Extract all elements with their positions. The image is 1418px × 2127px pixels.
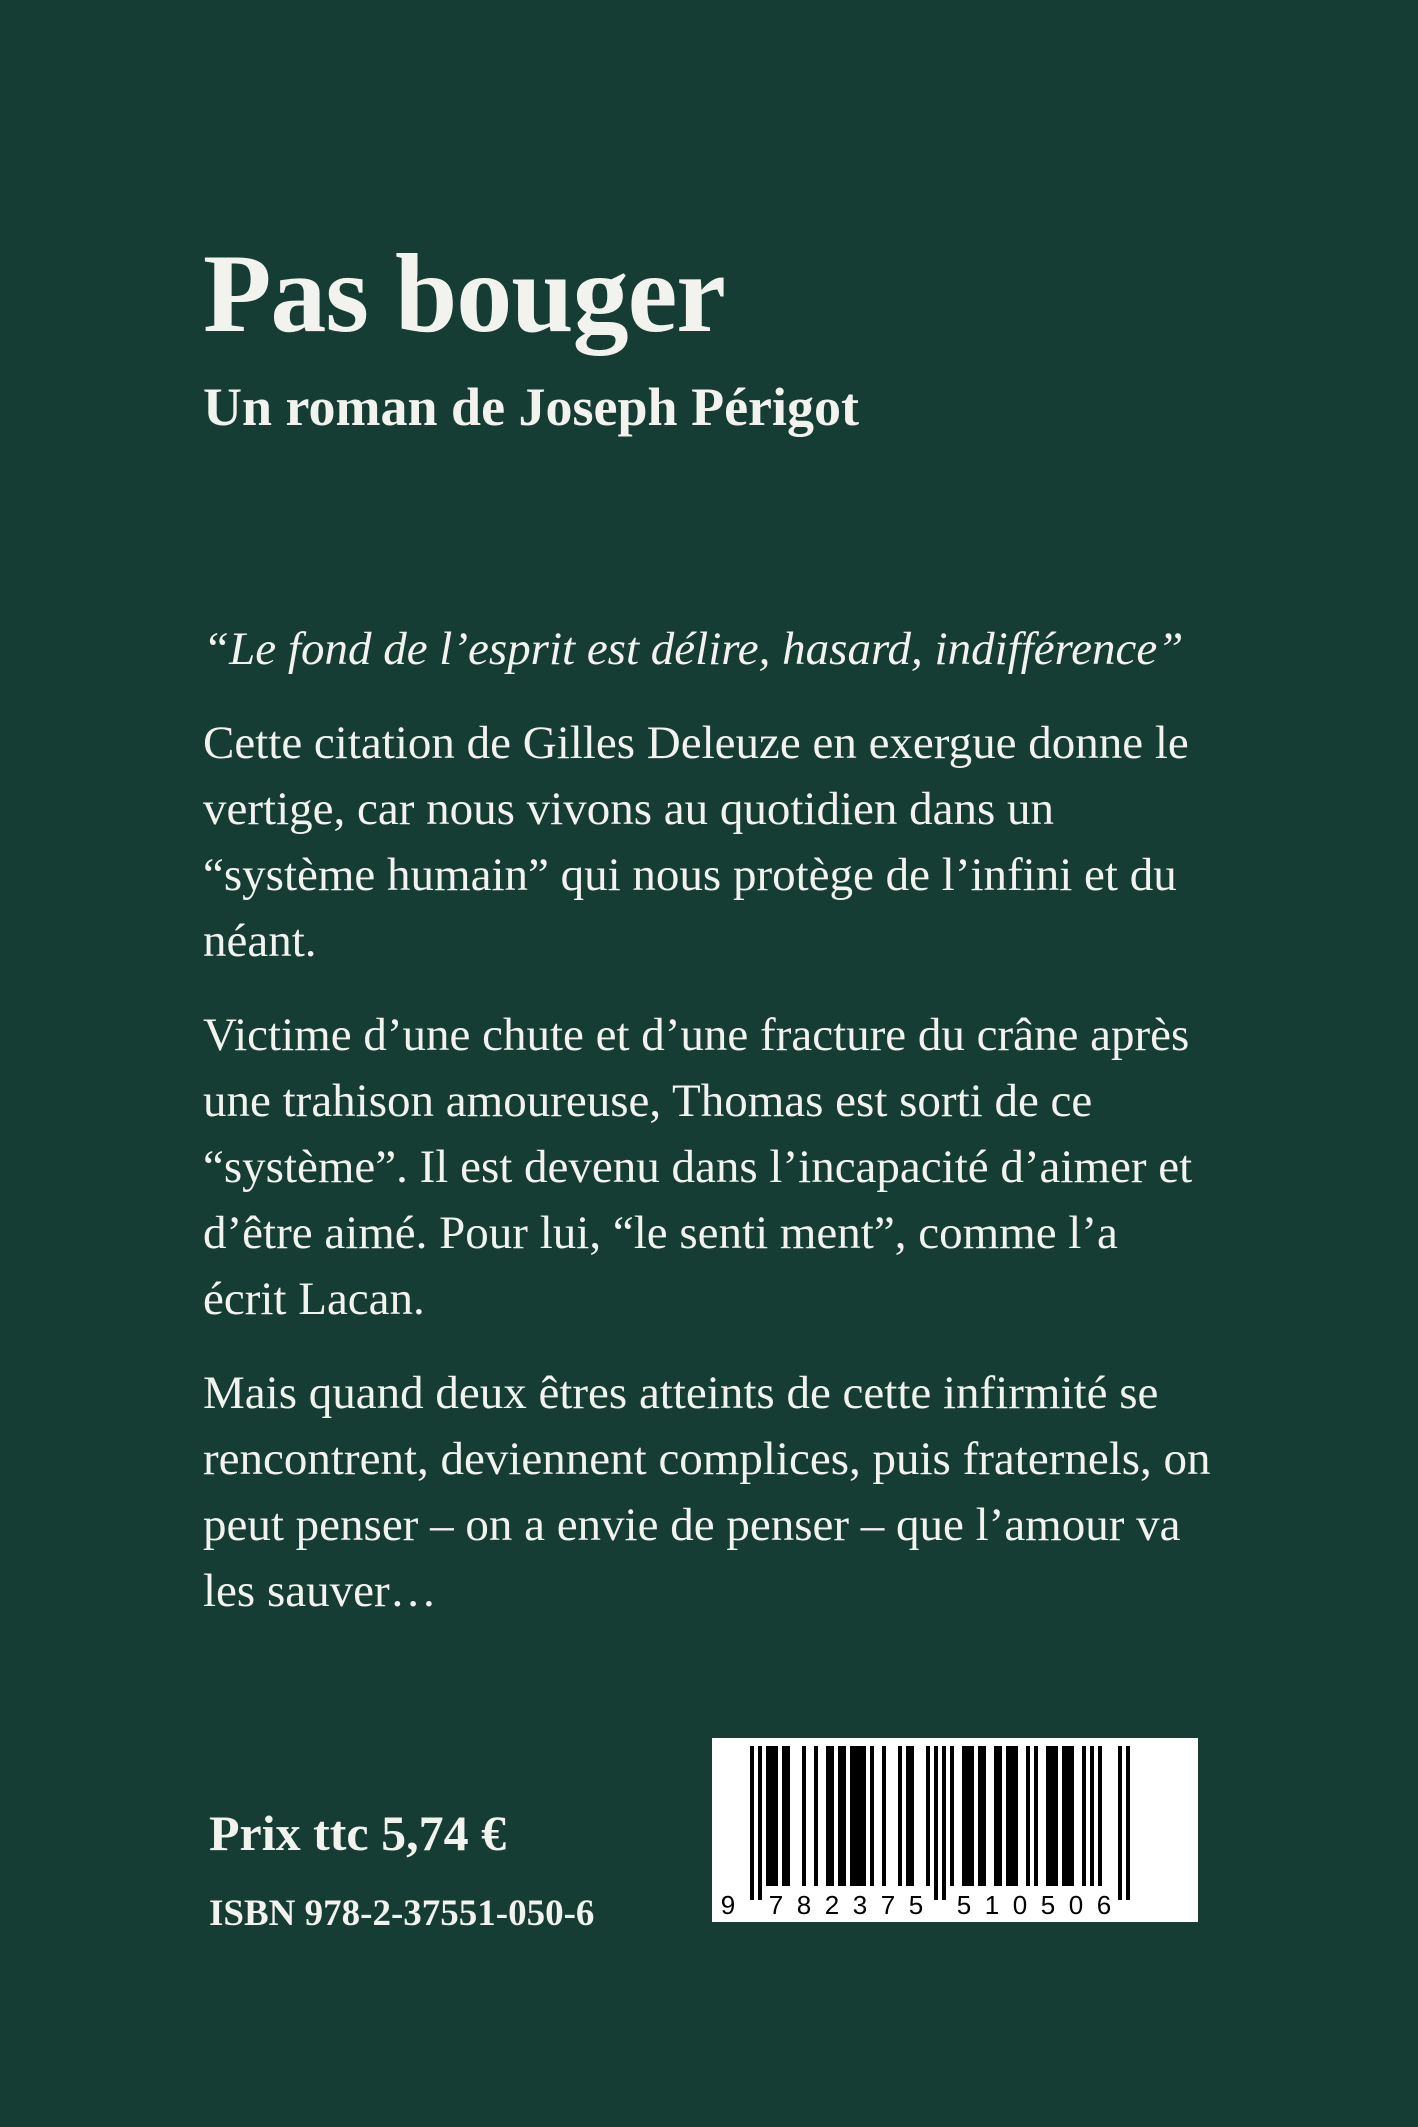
barcode-bar	[1050, 1746, 1054, 1886]
barcode-bar	[826, 1746, 830, 1886]
barcode-bar	[1006, 1746, 1010, 1886]
barcode-digit: 6	[1096, 1890, 1112, 1920]
barcode-bar	[898, 1746, 902, 1886]
barcode-bar	[994, 1746, 998, 1886]
barcode-bar	[1126, 1746, 1130, 1900]
barcode-bar	[842, 1746, 846, 1886]
book-title: Pas bouger	[203, 232, 725, 356]
barcode-bar	[910, 1746, 914, 1886]
barcode-bar	[850, 1746, 854, 1886]
barcode-bar	[942, 1746, 946, 1900]
barcode-bar	[770, 1746, 774, 1886]
barcode-digit: 0	[1068, 1890, 1084, 1920]
barcode-bar	[906, 1746, 910, 1886]
barcode-bar	[1118, 1746, 1122, 1900]
barcode-bar	[1054, 1746, 1058, 1886]
barcode-digit: 7	[880, 1890, 896, 1920]
barcode-bar	[830, 1746, 834, 1886]
barcode-bar	[814, 1746, 818, 1886]
barcode-bar	[950, 1746, 954, 1886]
barcode-digit: 1	[984, 1890, 1000, 1920]
barcode-bar	[802, 1746, 806, 1886]
barcode-bar	[758, 1746, 762, 1900]
barcode-bar	[766, 1746, 770, 1886]
barcode-digit: 5	[956, 1890, 972, 1920]
barcode-bar	[1046, 1746, 1050, 1886]
barcode-bar	[1066, 1746, 1070, 1886]
barcode-bar	[774, 1746, 778, 1886]
blurb	[203, 616, 1213, 1652]
barcode-bar	[1082, 1746, 1086, 1886]
barcode-bar	[1034, 1746, 1038, 1886]
barcode-bar	[862, 1746, 866, 1886]
barcode-bar	[1010, 1746, 1014, 1886]
barcode-bar	[1098, 1746, 1102, 1886]
barcode-digit: 9	[720, 1890, 736, 1920]
blurb-paragraph: Cette citation de Gilles Deleuze en exergue donne le vertige, car nous vivons au quotidien dans un “système humain” qui nous protège de l’infini et du néant.	[203, 717, 1189, 967]
barcode-bar	[1014, 1746, 1018, 1886]
barcode-bar	[838, 1746, 842, 1886]
barcode-digit: 5	[908, 1890, 924, 1920]
barcode-bar	[926, 1746, 930, 1886]
book-subtitle: Un roman de Joseph Périgot	[203, 377, 859, 437]
barcode-bar	[854, 1746, 858, 1886]
barcode-bar	[962, 1746, 966, 1886]
blurb-paragraph: Mais quand deux êtres atteints de cette infirmité se rencontrent, deviennent complices, puis fraternels, on peut penser – on a envie de penser – que l’amour va les sauver…	[203, 1367, 1211, 1617]
barcode-digit: 0	[1012, 1890, 1028, 1920]
barcode-bar	[782, 1746, 786, 1886]
barcode-bar	[858, 1746, 862, 1886]
epigraph-quote: “Le fond de l’esprit est délire, hasard, indifférence”	[203, 623, 1184, 675]
barcode-bar	[934, 1746, 938, 1900]
barcode-digit: 8	[796, 1890, 812, 1920]
barcode-bar	[750, 1746, 754, 1900]
barcode-bar	[970, 1746, 974, 1886]
barcode-bar	[870, 1746, 874, 1886]
barcode-bar	[1026, 1746, 1030, 1886]
isbn-label: ISBN 978-2-37551-050-6	[209, 1893, 595, 1934]
barcode-bar	[1090, 1746, 1094, 1886]
barcode-bar	[978, 1746, 982, 1886]
barcode-bar	[982, 1746, 986, 1886]
barcode-digit: 3	[852, 1890, 868, 1920]
barcode-bar	[882, 1746, 886, 1886]
barcode-bar	[998, 1746, 1002, 1886]
barcode-bar	[1062, 1746, 1066, 1886]
barcode-bar	[966, 1746, 970, 1886]
barcode-bar	[1070, 1746, 1074, 1886]
barcode-digit: 5	[1040, 1890, 1056, 1920]
barcode-digit: 2	[824, 1890, 840, 1920]
barcode-bar	[786, 1746, 790, 1886]
barcode-image	[712, 1738, 1198, 1922]
barcode	[712, 1738, 1198, 1922]
barcode-digit: 7	[768, 1890, 784, 1920]
blurb-paragraph: Victime d’une chute et d’une fracture du crâne après une trahison amoureuse, Thomas est sorti de ce “système”. Il est devenu dans l’incapacité d’aimer et d’être aimé. Pour lui, “le senti ment”, comme l’a écrit Lacan.	[203, 1009, 1193, 1325]
price-label: Prix ttc 5,74 €	[209, 1805, 507, 1861]
